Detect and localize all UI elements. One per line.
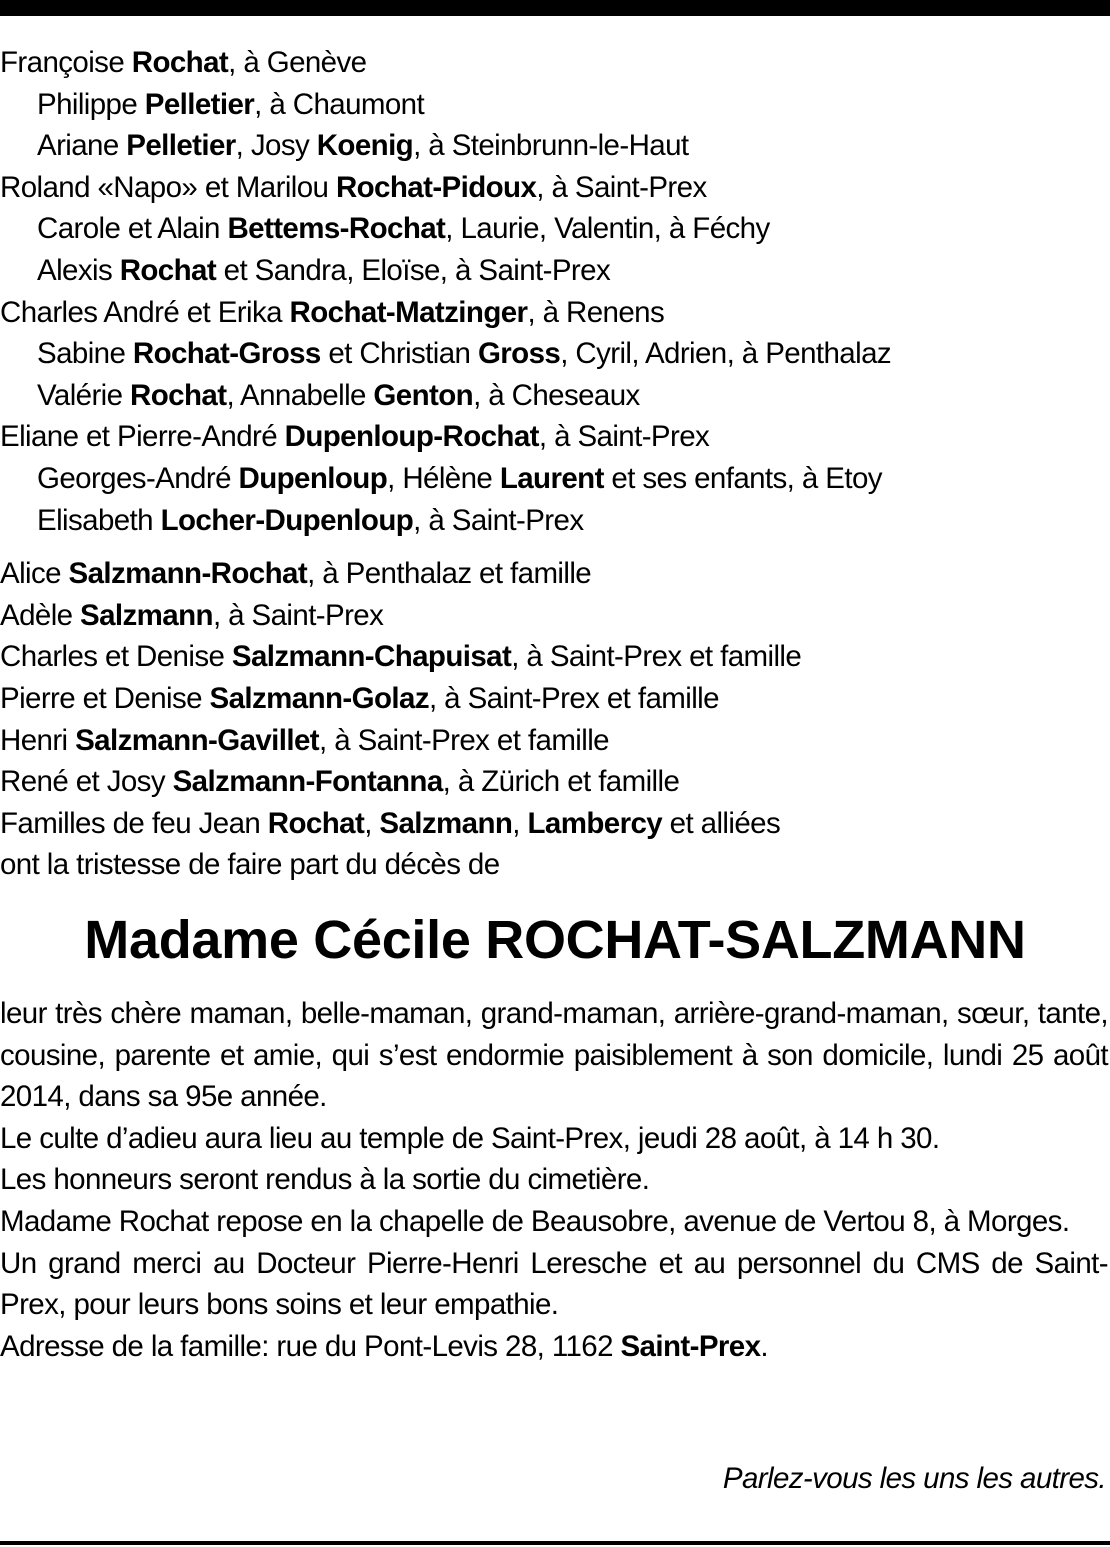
text-segment: , à Cheseaux	[473, 378, 640, 412]
top-rule	[0, 0, 1110, 16]
family-line	[0, 844, 1110, 886]
surname: Dupenloup	[238, 461, 388, 495]
text-segment: , à Saint-Prex	[413, 503, 584, 537]
text-segment: Alice	[0, 557, 69, 591]
body-paragraph	[0, 993, 1108, 1118]
surname: Rochat	[267, 806, 365, 840]
text-segment: ,	[512, 806, 528, 840]
surname: Lambercy	[527, 806, 663, 840]
text-segment: , à Saint-Prex	[538, 420, 710, 454]
family-line	[0, 208, 1110, 250]
surname: Bettems-Rochat	[227, 212, 446, 246]
surname: Rochat-Pidoux	[335, 170, 537, 204]
family-line	[0, 761, 1110, 803]
text-segment: Adèle	[0, 598, 81, 632]
text-segment: , à Genève	[228, 46, 367, 79]
surname: Rochat-Gross	[132, 337, 321, 371]
text-segment: , à Penthalaz et famille	[307, 557, 592, 591]
family-line	[0, 416, 1110, 458]
surname: Rochat	[131, 46, 229, 79]
surname: Salzmann-Gavillet	[75, 723, 320, 757]
text-segment: et Sandra, Eloïse, à Saint-Prex	[216, 253, 611, 287]
text-segment: Françoise	[0, 46, 132, 79]
family-list	[0, 42, 1110, 886]
text-segment: Sabine	[37, 337, 133, 371]
text-segment: Philippe	[37, 87, 145, 121]
text-segment: , Josy	[235, 129, 317, 163]
closing-quote: Parlez-vous les uns les autres.	[722, 1462, 1106, 1495]
text-segment: , à Saint-Prex et famille	[428, 681, 719, 715]
text-segment: Les honneurs seront rendus à la sortie du cimetière.	[0, 1163, 650, 1197]
text-segment: leur très chère maman, belle-maman, grand-maman, arrière-grand-maman, sœur, tante, cousine, parente et amie, qui s’est endormie paisiblement à son domicile, lundi 25 août 2014, dans sa 95e année.	[0, 997, 1108, 1114]
text-segment: ont la tristesse de faire part du décès de	[0, 848, 500, 882]
text-segment: Madame Rochat repose en la chapelle de Beausobre, avenue de Vertou 8, à Morges.	[0, 1204, 1070, 1238]
surname: Gross	[477, 337, 561, 371]
text-segment: et alliées	[662, 806, 781, 840]
family-line	[0, 125, 1110, 167]
body-paragraph	[0, 1118, 1108, 1160]
family-line	[0, 292, 1110, 334]
text-segment: , à Saint-Prex	[536, 170, 707, 204]
surname: Salzmann-Golaz	[209, 681, 429, 715]
family-line	[0, 375, 1110, 417]
family-line	[0, 636, 1110, 678]
body-paragraph	[0, 1159, 1108, 1201]
body-paragraph	[0, 1326, 1108, 1368]
surname: Pelletier	[144, 87, 255, 121]
surname: Saint-Prex	[620, 1329, 761, 1363]
family-line	[0, 333, 1110, 375]
family-line	[0, 803, 1110, 845]
text-segment: , à Zürich et famille	[442, 765, 680, 799]
family-line	[0, 595, 1110, 637]
text-segment: , à Chaumont	[254, 87, 425, 121]
text-segment: , à Saint-Prex et famille	[511, 640, 802, 674]
surname: Salzmann-Rochat	[68, 557, 308, 591]
text-segment: , Hélène	[387, 461, 500, 495]
text-segment: Georges-André	[37, 461, 239, 495]
surname: Koenig	[316, 129, 414, 163]
text-segment: Elisabeth	[37, 503, 161, 537]
text-segment: ,	[364, 806, 380, 840]
body-paragraph	[0, 1243, 1108, 1326]
family-line	[0, 250, 1110, 292]
deceased-name: Madame Cécile ROCHAT-SALZMANN	[84, 910, 1026, 970]
text-segment: Henri	[0, 723, 76, 757]
announcement-body	[0, 993, 1108, 1367]
text-segment: Roland «Napo» et Marilou	[0, 170, 336, 204]
text-segment: .	[760, 1329, 769, 1363]
family-line	[0, 553, 1110, 595]
surname: Genton	[373, 378, 474, 412]
surname: Salzmann-Fontanna	[172, 765, 443, 799]
surname: Salzmann	[379, 806, 513, 840]
text-segment: , à Renens	[527, 295, 665, 329]
bottom-rule	[0, 1541, 1110, 1545]
family-line	[0, 720, 1110, 762]
text-segment: , Laurie, Valentin, à Féchy	[445, 212, 770, 246]
text-segment: Charles André et Erika	[0, 295, 290, 329]
family-line	[0, 500, 1110, 542]
text-segment: Carole et Alain	[37, 212, 228, 246]
text-segment: , à Saint-Prex et famille	[319, 723, 609, 757]
surname: Dupenloup-Rochat	[284, 420, 539, 454]
surname: Rochat	[119, 253, 217, 287]
text-segment: René et Josy	[0, 765, 173, 799]
text-segment: Valérie	[37, 378, 131, 412]
family-line	[0, 167, 1110, 209]
family-line	[0, 84, 1110, 126]
text-segment: , à Saint-Prex	[212, 598, 384, 632]
body-paragraph	[0, 1201, 1108, 1243]
surname: Rochat-Matzinger	[289, 295, 528, 329]
surname: Salzmann	[80, 598, 213, 632]
surname: Laurent	[499, 461, 604, 495]
text-segment: Le culte d’adieu aura lieu au temple de Saint-Prex, jeudi 28 août, à 14 h 30.	[0, 1121, 940, 1155]
family-line	[0, 42, 1110, 84]
text-segment: , Cyril, Adrien, à Penthalaz	[560, 337, 892, 371]
family-line	[0, 678, 1110, 720]
surname: Pelletier	[126, 129, 236, 163]
text-segment: Adresse de la famille: rue du Pont-Levis 28, 1162	[0, 1329, 621, 1363]
text-segment: et Christian	[320, 337, 478, 371]
text-segment: , Annabelle	[226, 378, 374, 412]
text-segment: Charles et Denise	[0, 640, 232, 674]
surname: Locher-Dupenloup	[160, 503, 414, 537]
text-segment: Pierre et Denise	[0, 681, 210, 715]
surname: Rochat	[130, 378, 227, 412]
text-segment: Familles de feu Jean	[0, 806, 268, 840]
text-segment: Ariane	[37, 129, 127, 163]
text-segment: Eliane et Pierre-André	[0, 420, 285, 454]
text-segment: Alexis	[37, 253, 120, 287]
text-segment: et ses enfants, à Etoy	[603, 461, 882, 495]
text-segment: , à Steinbrunn-le-Haut	[413, 129, 689, 163]
surname: Salzmann-Chapuisat	[231, 640, 512, 674]
family-line	[0, 458, 1110, 500]
text-segment: Un grand merci au Docteur Pierre-Henri Leresche et au personnel du CMS de Saint-Prex, pour leurs bons soins et leur empathie.	[0, 1246, 1108, 1322]
